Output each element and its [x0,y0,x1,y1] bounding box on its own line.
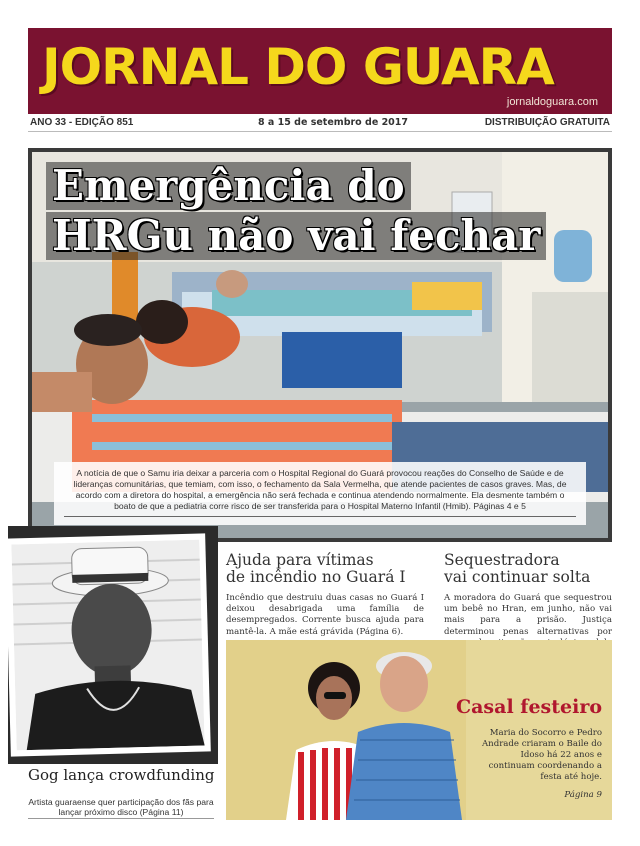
gog-portrait-photo [11,540,204,751]
sequestradora-headline-line-1: Sequestradora [444,551,560,569]
casal-headline[interactable]: Casal festeiro [456,696,602,718]
incendio-headline[interactable] [226,552,426,586]
gog-headline[interactable]: Gog lança crowdfunding [28,766,215,784]
incendio-summary: Incêndio que destruiu duas casas no Guará I deixou desabrigada uma família de desempregados. Corrente busca ajuda para mantê-la. A mãe está grávida (Página 6). [226,593,424,637]
casal-summary: Maria do Socorro e Pedro Andrade criaram o Baile do Idoso há 22 anos e continuam coordenando a festa até hoje. [481,728,602,782]
casal-page-ref[interactable]: Página 9 [564,790,602,800]
masthead [28,28,612,114]
edition-date: 8 a 15 de setembro de 2017 [258,117,409,128]
distribution-note: DISTRIBUIÇÃO GRATUITA [484,117,610,128]
incendio-headline-line-1: Ajuda para vítimas [226,551,374,569]
sequestradora-headline[interactable] [444,552,614,586]
incendio-headline-line-2: de incêndio no Guará I [226,568,406,586]
casal-festeiro-story[interactable] [226,640,612,820]
hero-caption [54,462,586,525]
caption-divider [64,516,576,517]
sequestradora-headline-line-2: vai continuar solta [444,568,591,586]
headline-line-2: HRGu não vai fechar [46,212,546,260]
gog-divider [28,818,214,819]
hero-headline[interactable] [46,162,546,262]
edition-bar [28,114,612,132]
sequestradora-summary: A moradora do Guará que sequestrou um bebê no Hran, em junho, não vai mais para a prisão. Justiça determinou penas alternativas por [444,593,612,637]
edition-number: ANO 33 - EDIÇÃO 851 [30,117,134,128]
hero-story[interactable] [28,148,612,542]
newspaper-title: JORNAL DO GUARA [42,38,554,96]
hero-caption-text: A notícia de que o Samu iria deixar a parceria com o Hospital Regional do Guará provocou reações do Conselho de Saúde e de lideranças comunitárias, que temiam, com isso, o fechamento da Sala Vermelha, que atende pacientes de casos graves. Mas, de acordo com a diretora do hospital, a emergência não será fechada e continua atendendo normalmente. Ela desmente também o boato de que a pediatria corre risco de ser transferida para o Hospital Materno Infantil (Hmib). Páginas 4 e 5 [73,468,567,511]
headline-line-1: Emergência do [46,162,411,210]
website-url[interactable]: jornaldoguara.com [506,96,598,108]
gog-summary: Artista guaraense quer participação dos fãs para lançar próximo disco (Página 11) [28,797,214,817]
gog-photo-frame[interactable] [5,533,211,756]
